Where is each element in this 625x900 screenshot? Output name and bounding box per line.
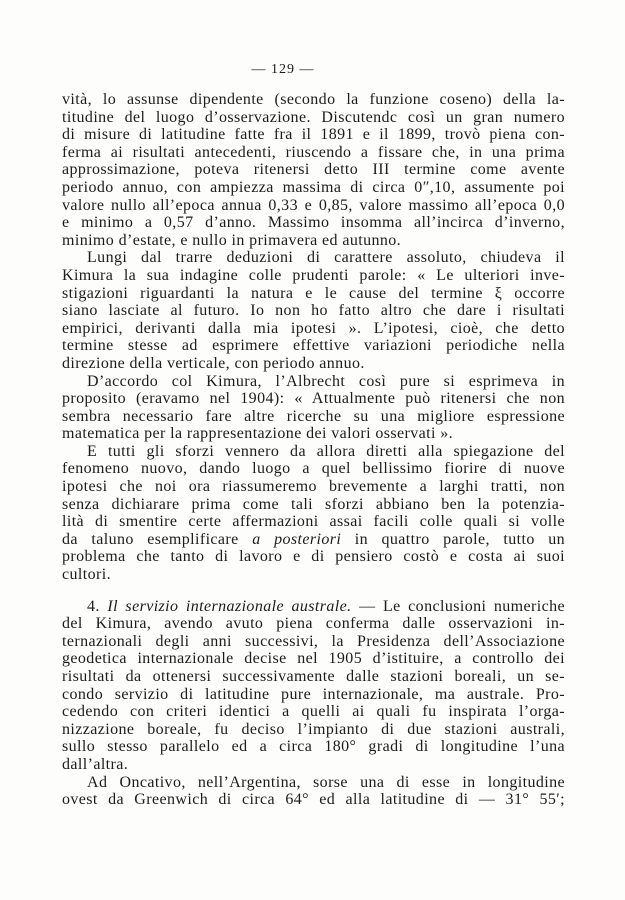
text-line: direzione della verticale, con periodo annuo. — [62, 354, 365, 372]
text-line: sullo stesso parallelo ed a circa 180° gradi di longitudine l’una — [62, 738, 565, 756]
paragraph-oncativo — [62, 774, 565, 809]
text-line: approssimazione, poteva ritenersi detto III termine come avente — [62, 161, 565, 179]
section-4-paragraph — [62, 598, 565, 774]
text-segment: da taluno esemplificare — [62, 530, 239, 548]
paragraph-kimura-conclusion — [62, 249, 565, 372]
text-line: nizzazione boreale, fu deciso l’impianto di due stazioni australi, — [62, 720, 565, 738]
text-line: periodo annuo, con ampiezza massima di circa 0″,10, assumente poi — [62, 178, 565, 196]
text-line — [62, 531, 565, 549]
text-line: proposito (eravamo nel 1904): « Attualmente può ritenersi che non — [62, 390, 565, 408]
text-line: Kimura la sua indagine colle prudenti parole: « Le ulteriori inve- — [62, 266, 565, 284]
text-line: risultati da ottenersi successivamente dalle stazioni boreali, un se- — [62, 668, 565, 685]
text-line: del Kimura, avendo avuto piena conferma dalle osservazioni in- — [62, 615, 565, 633]
italic-phrase: a posteriori — [252, 530, 342, 548]
page-text — [62, 91, 565, 809]
text-line: problema che tanto di lavoro e di pensiero costò e costa ai suoi — [62, 548, 565, 566]
text-line: minimo d’estate, e nullo in primavera ed autunno. — [62, 231, 402, 249]
text-line: geodetica internazionale decise nel 1905 d’istituire, a controllo dei — [62, 650, 565, 668]
text-line: siano lasciate al futuro. Io non ho fatto altro che dare i risultati — [62, 302, 565, 320]
text-line: stigazioni riguardanti la natura e le cause del termine ξ occorre — [62, 284, 565, 302]
section-number: 4. — [87, 597, 100, 615]
text-line: Ad Oncativo, nell’Argentina, sorse una di esse in longitudine — [87, 773, 565, 791]
section-title: Il servizio internazionale australe. — [107, 597, 352, 615]
text-line: empirici, derivanti dalla mia ipotesi ». L’ipotesi, cioè, che detto — [62, 319, 565, 337]
text-line: ferma ai risultati antecedenti, riuscendo a fissare che, in una prima — [62, 143, 565, 161]
text-line: termine stesse ad esprimere effettive variazioni periodiche nella — [62, 337, 565, 355]
text-line: titudine del luogo d’osservazione. Discutendc così un gran numero — [62, 108, 565, 126]
text-line: e minimo a 0,57 d’anno. Massimo insomma all’incirca d’inverno, — [62, 214, 565, 232]
text-line: lità di smentire certe affermazioni assai facili colle quali si volle — [62, 513, 565, 531]
text-line: ovest da Greenwich di circa 64° ed alla latitudine di — 31° 55′; — [62, 791, 565, 809]
text-segment: — Le conclusioni numeriche — [359, 597, 565, 615]
text-line: E tutti gli sforzi vennero da allora diretti alla spiegazione del — [87, 442, 565, 460]
text-line: ternazionali degli anni successivi, la Presidenza dell’Associazione — [62, 632, 565, 650]
text-line: valore nullo all’epoca annua 0,33 e 0,85, valore massimo all’epoca 0,0 — [62, 196, 565, 214]
section-heading-line — [62, 598, 565, 616]
text-line: ipotesi che noi ora riassumeremo brevemente a larghi tratti, non — [62, 478, 565, 496]
text-line: matematica per la rappresentazione dei valori osservati ». — [62, 425, 454, 443]
text-line: Lungi dal trarre deduzioni di carattere assoluto, chiudeva il — [87, 249, 565, 267]
paragraph-continuation — [62, 91, 565, 249]
text-line: condo servizio di latitudine pure internazionale, ma australe. Pro- — [62, 685, 565, 703]
paragraph-hypotheses — [62, 443, 565, 584]
text-line: cedendo con criteri identici a quelli ai quali fu inspirata l’orga- — [62, 703, 565, 721]
text-line: senza dichiarare prima come tali sforzi abbiano ben la potenzia- — [62, 495, 565, 513]
text-line: cultori. — [62, 566, 111, 584]
text-line: vità, lo assunse dipendente (secondo la funzione coseno) della la- — [62, 91, 565, 108]
paragraph-albrecht — [62, 373, 565, 443]
text-line: fenomeno nuovo, dando luogo a quel bellissimo fiorire di nuove — [62, 460, 565, 478]
text-line: sembra necessario fare altre ricerche su una migliore espressione — [62, 407, 565, 425]
text-line: D’accordo col Kimura, l’Albrecht così pure si esprimeva in — [87, 372, 565, 390]
text-segment: in quattro parole, tutto un — [354, 530, 566, 548]
page-number: — 129 — — [251, 62, 315, 77]
section-spacer — [62, 584, 565, 598]
text-line: di misure di latitudine fatte fra il 1891 e il 1899, trovò piena con- — [62, 126, 565, 144]
text-line: dall’altra. — [62, 755, 129, 773]
